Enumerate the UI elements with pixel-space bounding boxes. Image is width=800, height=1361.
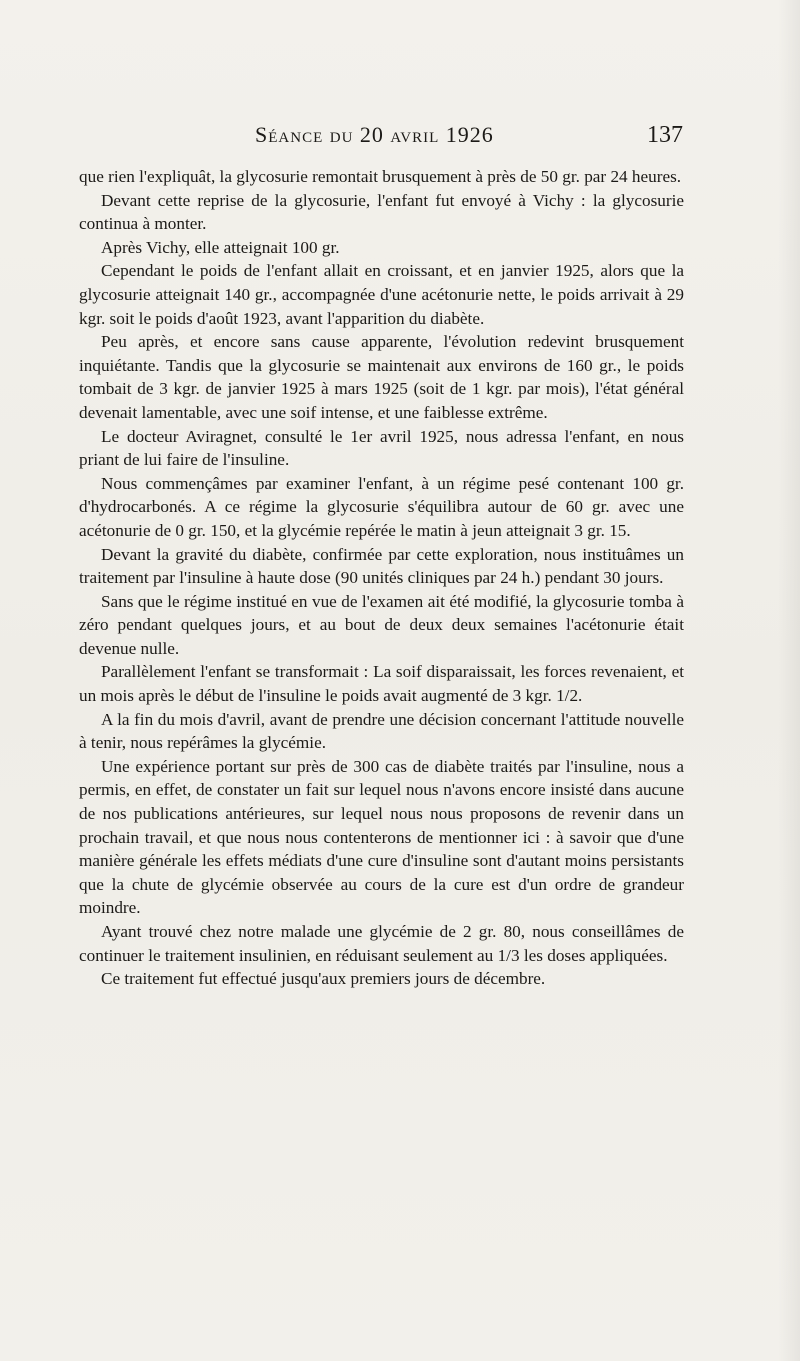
paragraph: Devant la gravité du diabète, confirmée par cette exploration, nous instituâmes un traitement par l'insuline à haute dose (90 unités cliniques par 24 h.) pendant 30 jours.	[79, 544, 684, 588]
paragraph: Ce traitement fut effectué jusqu'aux premiers jours de décembre.	[101, 969, 546, 989]
paragraph: Après Vichy, elle atteignait 100 gr.	[101, 237, 340, 257]
running-title: Séance du 20 avril 1926	[255, 122, 494, 147]
page-edge-shadow	[778, 0, 800, 1361]
paragraph: Le docteur Aviragnet, consulté le 1er avril 1925, nous adressa l'enfant, en nous priant de lui faire de l'insuline.	[79, 426, 684, 470]
paragraph: A la fin du mois d'avril, avant de prendre une décision concernant l'attitude nouvelle à tenir, nous repérâmes la glycémie.	[79, 709, 684, 753]
paragraph: Sans que le régime institué en vue de l'examen ait été modifié, la glycosurie tomba à zéro pendant quelques jours, et au bout de deux deux semaines l'acétonurie était devenue nulle.	[79, 591, 684, 658]
paragraph: Nous commençâmes par examiner l'enfant, à un régime pesé contenant 100 gr. d'hydrocarbonés. A ce régime la glycosurie s'équilibra autour de 60 gr. avec une acétonurie de 0 gr. 150, et la glycémie repérée le matin à jeun atteignait 3 gr. 15.	[79, 473, 684, 540]
paragraph: Cependant le poids de l'enfant allait en croissant, et en janvier 1925, alors que la glycosurie atteignait 140 gr., accompagnée d'une acétonurie nette, le poids arrivait à 29 kgr. soit le poids d'août 1923, avant l'apparition du diabète.	[79, 261, 684, 328]
paragraph: que rien l'expliquât, la glycosurie remontait brusquement à près de 50 gr. par 24 heures.	[79, 167, 682, 186]
page-number: 137	[647, 122, 683, 148]
paragraph: Une expérience portant sur près de 300 cas de diabète traités par l'insuline, nous a permis, en effet, de constater un fait sur lequel nous n'avons encore insisté dans aucune de nos publications antérieures, sur lequel nous nous proposons de revenir dans un prochain travail, et que nous nous contenterons de mentionner ici : à savoir que d'une manière générale les effets médiats d'une cure d'insuline sont d'autant moins persistants que la chute de glycémie observée au cours de la cure est d'un ordre de grandeur moindre.	[79, 756, 684, 918]
paragraph: Ayant trouvé chez notre malade une glycémie de 2 gr. 80, nous conseillâmes de continuer le traitement insulinien, en réduisant seulement au 1/3 les doses appliquées.	[79, 922, 684, 965]
paragraph: Devant cette reprise de la glycosurie, l'enfant fut envoyé à Vichy : la glycosurie continua à monter.	[79, 190, 684, 234]
page-header	[255, 122, 683, 152]
body-text	[79, 165, 684, 991]
paragraph: Parallèlement l'enfant se transformait : La soif disparaissait, les forces revenaient, et un mois après le début de l'insuline le poids avait augmenté de 3 kgr. 1/2.	[79, 662, 684, 706]
paragraph: Peu après, et encore sans cause apparente, l'évolution redevint brusquement inquiétante. Tandis que la glycosurie se maintenait aux environs de 160 gr., le poids tombait de 3 kgr. de janvier 1925 à mars 1925 (soit de 1 kgr. par mois), l'état général devenait lamentable, avec une soif intense, et une faiblesse extrême.	[79, 332, 684, 422]
